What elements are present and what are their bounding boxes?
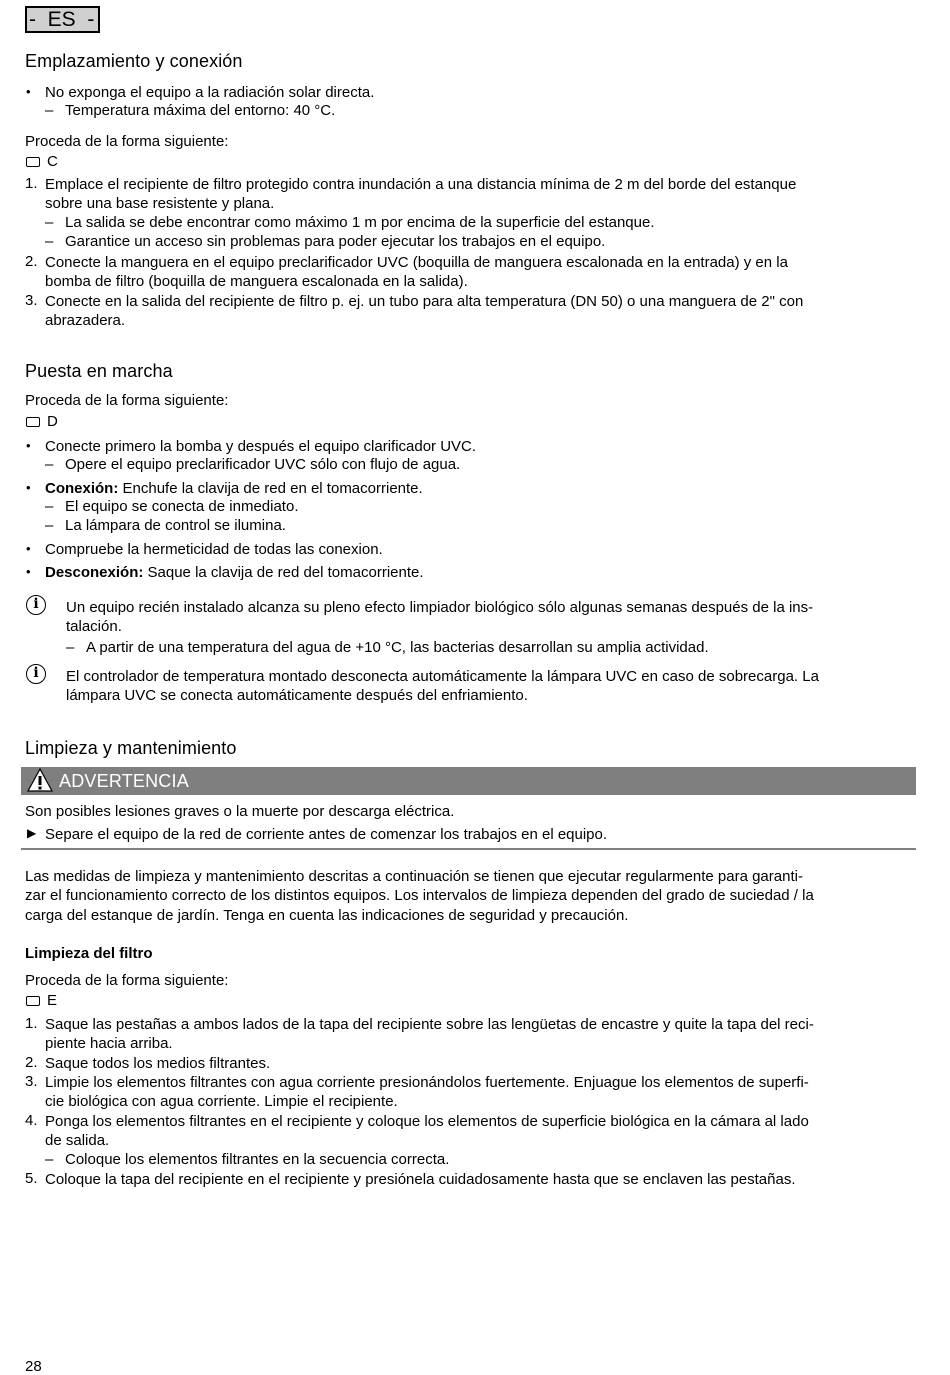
bullet-icon: • xyxy=(26,438,31,453)
dash-icon: – xyxy=(45,233,54,250)
bold-label: Conexión: xyxy=(45,480,119,497)
dash-icon: – xyxy=(45,456,54,473)
subsection-title: Limpieza del filtro xyxy=(25,945,153,962)
step-item xyxy=(45,292,915,331)
info-line: El controlador de temperatura montado desconecta automáticamente la lámpara UVC en caso de sobrecarga. La xyxy=(66,668,819,685)
dash-icon: – xyxy=(45,102,54,119)
figure-ref-icon xyxy=(26,157,40,167)
proceed-text: Proceda de la forma siguiente: xyxy=(25,392,229,409)
section-title-maintenance: Limpieza y mantenimiento xyxy=(25,738,237,758)
intro-paragraph xyxy=(25,867,915,925)
step-number: 2. xyxy=(25,253,38,270)
info-icon: i xyxy=(26,595,46,615)
sub-list-item: Coloque los elementos filtrantes en la secuencia correcta. xyxy=(65,1151,450,1168)
figure-ref: E xyxy=(47,992,58,1009)
step-number: 3. xyxy=(25,1073,38,1090)
sub-list-item: La salida se debe encontrar como máximo 1 m por encima de la superficie del estanque. xyxy=(65,214,655,231)
dash-icon: – xyxy=(45,498,54,515)
step-line: sobre una base resistente y plana. xyxy=(45,195,275,213)
proceed-text: Proceda de la forma siguiente: xyxy=(25,972,229,989)
figure-ref-icon xyxy=(26,417,40,427)
info-line: lámpara UVC se conecta automáticamente después del enfriamiento. xyxy=(66,687,528,705)
step-line: Conecte en la salida del recipiente de filtro p. ej. un tubo para alta temperatura (DN 50) o una manguera de 2" con xyxy=(45,293,804,310)
step-line: Emplace el recipiente de filtro protegido contra inundación a una distancia mínima de 2 m del borde del estanque xyxy=(45,176,797,193)
step-number: 2. xyxy=(25,1054,38,1071)
info-note xyxy=(66,667,916,706)
step-line: Limpie los elementos filtrantes con agua corriente presionándolos fuertemente. Enjuague los elementos de superfi- xyxy=(45,1074,809,1091)
warning-label: ADVERTENCIA xyxy=(59,771,189,791)
divider xyxy=(21,848,916,850)
language-badge: - ES - xyxy=(25,6,100,33)
step-number: 1. xyxy=(25,1015,38,1032)
warning-triangle-icon xyxy=(27,768,53,792)
step-item xyxy=(45,1112,915,1151)
list-item: Conecte primero la bomba y después el equipo clarificador UVC. xyxy=(45,438,477,455)
bold-label: Desconexión: xyxy=(45,564,144,581)
section-title-placement: Emplazamiento y conexión xyxy=(25,51,243,71)
step-number: 5. xyxy=(25,1170,38,1187)
step-line: piente hacia arriba. xyxy=(45,1035,173,1053)
warning-banner xyxy=(21,767,916,795)
dash-icon: – xyxy=(45,214,54,231)
step-item xyxy=(45,1015,915,1054)
arrow-icon: ▶ xyxy=(27,826,37,840)
figure-ref: C xyxy=(47,153,58,170)
step-number: 4. xyxy=(25,1112,38,1129)
step-item: Saque todos los medios filtrantes. xyxy=(45,1055,271,1072)
bullet-icon: • xyxy=(26,564,31,579)
step-line: Conecte la manguera en el equipo preclarificador UVC (boquilla de manguera escalonada en la entrada) y en la xyxy=(45,254,788,271)
bullet-icon: • xyxy=(26,541,31,556)
step-item: Coloque la tapa del recipiente en el recipiente y presiónela cuidadosamente hasta que se enclaven las pestañas. xyxy=(45,1171,796,1188)
step-line: cie biológica con agua corriente. Limpie el recipiente. xyxy=(45,1093,398,1111)
bullet-icon: • xyxy=(26,480,31,495)
figure-ref: D xyxy=(47,413,58,430)
warning-action: Separe el equipo de la red de corriente antes de comenzar los trabajos en el equipo. xyxy=(45,826,608,843)
step-line: bomba de filtro (boquilla de manguera escalonada en la salida). xyxy=(45,273,468,291)
info-note xyxy=(66,598,916,637)
step-line: Saque las pestañas a ambos lados de la tapa del recipiente sobre las lengüetas de encastre y quite la tapa del reci- xyxy=(45,1016,814,1033)
step-number: 3. xyxy=(25,292,38,309)
sub-list-item: Temperatura máxima del entorno: 40 °C. xyxy=(65,102,336,119)
paragraph-line: zar el funcionamiento correcto de los distintos equipos. Los intervalos de limpieza dependen del grado de suciedad / la xyxy=(25,887,814,905)
sub-list-item: A partir de una temperatura del agua de +10 °C, las bacterias desarrollan su amplia actividad. xyxy=(86,639,709,656)
dash-icon: – xyxy=(45,517,54,534)
dash-icon: – xyxy=(45,1151,54,1168)
list-item xyxy=(45,563,915,582)
sub-list-item: Garantice un acceso sin problemas para poder ejecutar los trabajos en el equipo. xyxy=(65,233,606,250)
step-number: 1. xyxy=(25,175,38,192)
item-text: Enchufe la clavija de red en el tomacorriente. xyxy=(118,480,423,497)
sub-list-item: La lámpara de control se ilumina. xyxy=(65,517,286,534)
info-line: talación. xyxy=(66,618,122,636)
section-title-startup: Puesta en marcha xyxy=(25,361,173,381)
info-line: Un equipo recién instalado alcanza su pleno efecto limpiador biológico sólo algunas semanas después de la ins- xyxy=(66,599,814,616)
list-item: No exponga el equipo a la radiación solar directa. xyxy=(45,84,375,101)
proceed-text: Proceda de la forma siguiente: xyxy=(25,133,229,150)
step-item xyxy=(45,253,915,292)
paragraph-line: carga del estanque de jardín. Tenga en cuenta las indicaciones de seguridad y precaución. xyxy=(25,906,629,924)
bullet-icon: • xyxy=(26,84,31,99)
info-icon: i xyxy=(26,664,46,684)
sub-list-item: El equipo se conecta de inmediato. xyxy=(65,498,299,515)
step-line: abrazadera. xyxy=(45,312,126,330)
warning-text: Son posibles lesiones graves o la muerte por descarga eléctrica. xyxy=(25,803,455,820)
paragraph-line: Las medidas de limpieza y mantenimiento descritas a continuación se tienen que ejecutar regularmente para garanti- xyxy=(25,868,803,885)
page-number: 28 xyxy=(25,1358,42,1375)
list-item: Compruebe la hermeticidad de todas las conexion. xyxy=(45,541,383,558)
step-item xyxy=(45,1073,915,1112)
step-item xyxy=(45,175,915,214)
dash-icon: – xyxy=(66,639,75,656)
list-item xyxy=(45,479,915,498)
figure-ref-icon xyxy=(26,996,40,1006)
step-line: Ponga los elementos filtrantes en el recipiente y coloque los elementos de superficie biológica en la cámara al lado xyxy=(45,1113,809,1130)
step-line: de salida. xyxy=(45,1132,110,1150)
sub-list-item: Opere el equipo preclarificador UVC sólo con flujo de agua. xyxy=(65,456,461,473)
item-text: Saque la clavija de red del tomacorriente. xyxy=(143,564,424,581)
